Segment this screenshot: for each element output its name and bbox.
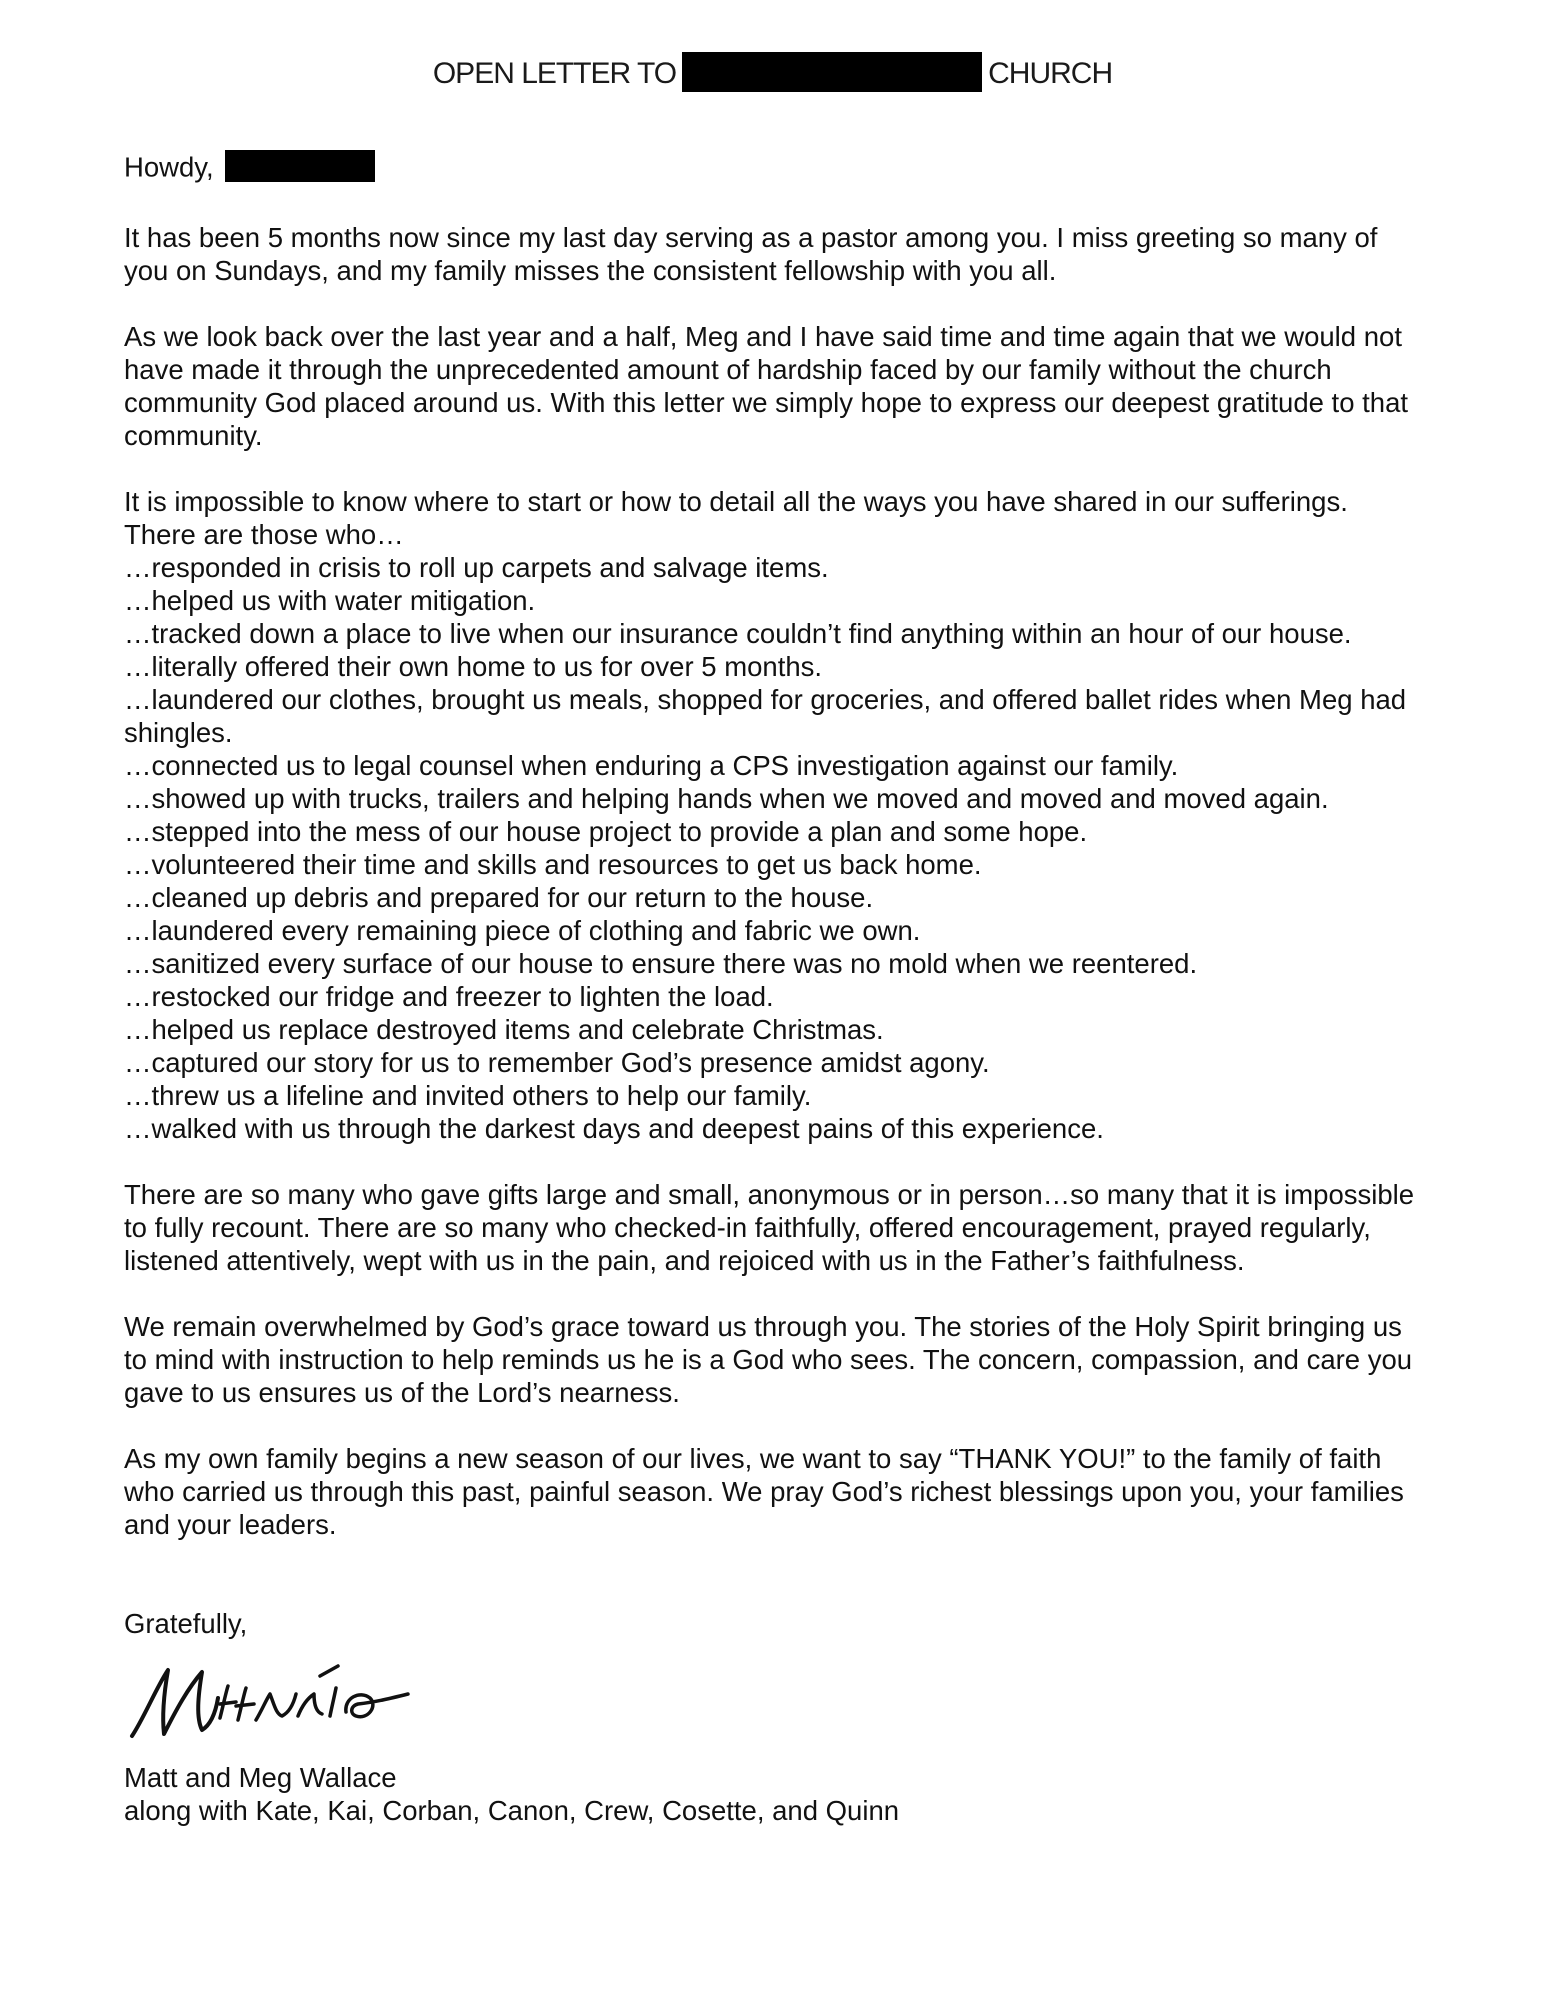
greeting-line	[124, 150, 1424, 188]
paragraph-grace: We remain overwhelmed by God’s grace toward us through you. The stories of the Holy Spirit bringing us to mind with instruction to help reminds us he is a God who sees. The concern, compassion, and care you gave to us ensures us of the Lord’s nearness.	[124, 1311, 1413, 1408]
paragraph-list-lead: It is impossible to know where to start or how to detail all the ways you have shared in our sufferings. There are those who…	[124, 486, 1348, 550]
paragraph-thank-you: As my own family begins a new season of our lives, we want to say “THANK YOU!” to the family of faith who carried us through this past, painful season. We pray God’s richest blessings upon you, your families and your leaders.	[124, 1443, 1404, 1540]
letter-body	[124, 150, 1424, 1827]
paragraph-gifts: There are so many who gave gifts large and small, anonymous or in person…so many that it is impossible to fully recount. There are so many who checked-in faithfully, offered encouragement, prayed regularly, listened attentively, wept with us in the pain, and rejoiced with us in the Father’s faithfulness.	[124, 1179, 1415, 1276]
helpers-list	[124, 551, 1424, 1145]
paragraph-gratitude: As we look back over the last year and a half, Meg and I have said time and time again that we would not have made it through the unprecedented amount of hardship faced by our family without the church community God placed around us. With this letter we simply hope to express our deepest gratitude to that community.	[124, 321, 1409, 451]
list-item: …showed up with trucks, trailers and helping hands when we moved and moved and moved again.	[124, 783, 1329, 814]
list-item: …walked with us through the darkest days and deepest pains of this experience.	[124, 1113, 1104, 1144]
list-item: …literally offered their own home to us for over 5 months.	[124, 651, 823, 682]
list-item: …stepped into the mess of our house project to provide a plan and some hope.	[124, 816, 1088, 847]
list-item: …tracked down a place to live when our insurance couldn’t find anything within an hour of our house.	[124, 618, 1352, 649]
redacted-recipient-name	[225, 150, 375, 182]
list-item: …captured our story for us to remember God’s presence amidst agony.	[124, 1047, 990, 1078]
list-item: …laundered our clothes, brought us meals, shopped for groceries, and offered ballet rides when Meg had shingles.	[124, 684, 1407, 748]
list-item: …helped us replace destroyed items and celebrate Christmas.	[124, 1014, 884, 1045]
list-item: …responded in crisis to roll up carpets and salvage items.	[124, 552, 829, 583]
list-item: …helped us with water mitigation.	[124, 585, 536, 616]
signers-block	[124, 1761, 1424, 1827]
list-item: …volunteered their time and skills and resources to get us back home.	[124, 849, 982, 880]
letter-title	[0, 52, 1545, 98]
paragraph-intro: It has been 5 months now since my last day serving as a pastor among you. I miss greeting so many of you on Sundays, and my family misses the consistent fellowship with you all.	[124, 222, 1378, 286]
closing-line: Gratefully,	[124, 1608, 248, 1639]
signer-names: Matt and Meg Wallace	[124, 1762, 397, 1793]
list-item: …threw us a lifeline and invited others to help our family.	[124, 1080, 812, 1111]
list-item: …laundered every remaining piece of clothing and fabric we own.	[124, 915, 921, 946]
list-item: …sanitized every surface of our house to ensure there was no mold when we reentered.	[124, 948, 1198, 979]
list-item: …connected us to legal counsel when enduring a CPS investigation against our family.	[124, 750, 1179, 781]
handwritten-signature	[124, 1658, 414, 1748]
list-item: …cleaned up debris and prepared for our return to the house.	[124, 882, 874, 913]
list-item: …restocked our fridge and freezer to lighten the load.	[124, 981, 774, 1012]
redacted-church-name	[682, 52, 982, 92]
greeting-text: Howdy,	[124, 151, 214, 183]
title-prefix: OPEN LETTER TO	[432, 57, 677, 90]
family-names: along with Kate, Kai, Corban, Canon, Crew, Cosette, and Quinn	[124, 1795, 900, 1826]
title-suffix: CHURCH	[988, 57, 1113, 90]
